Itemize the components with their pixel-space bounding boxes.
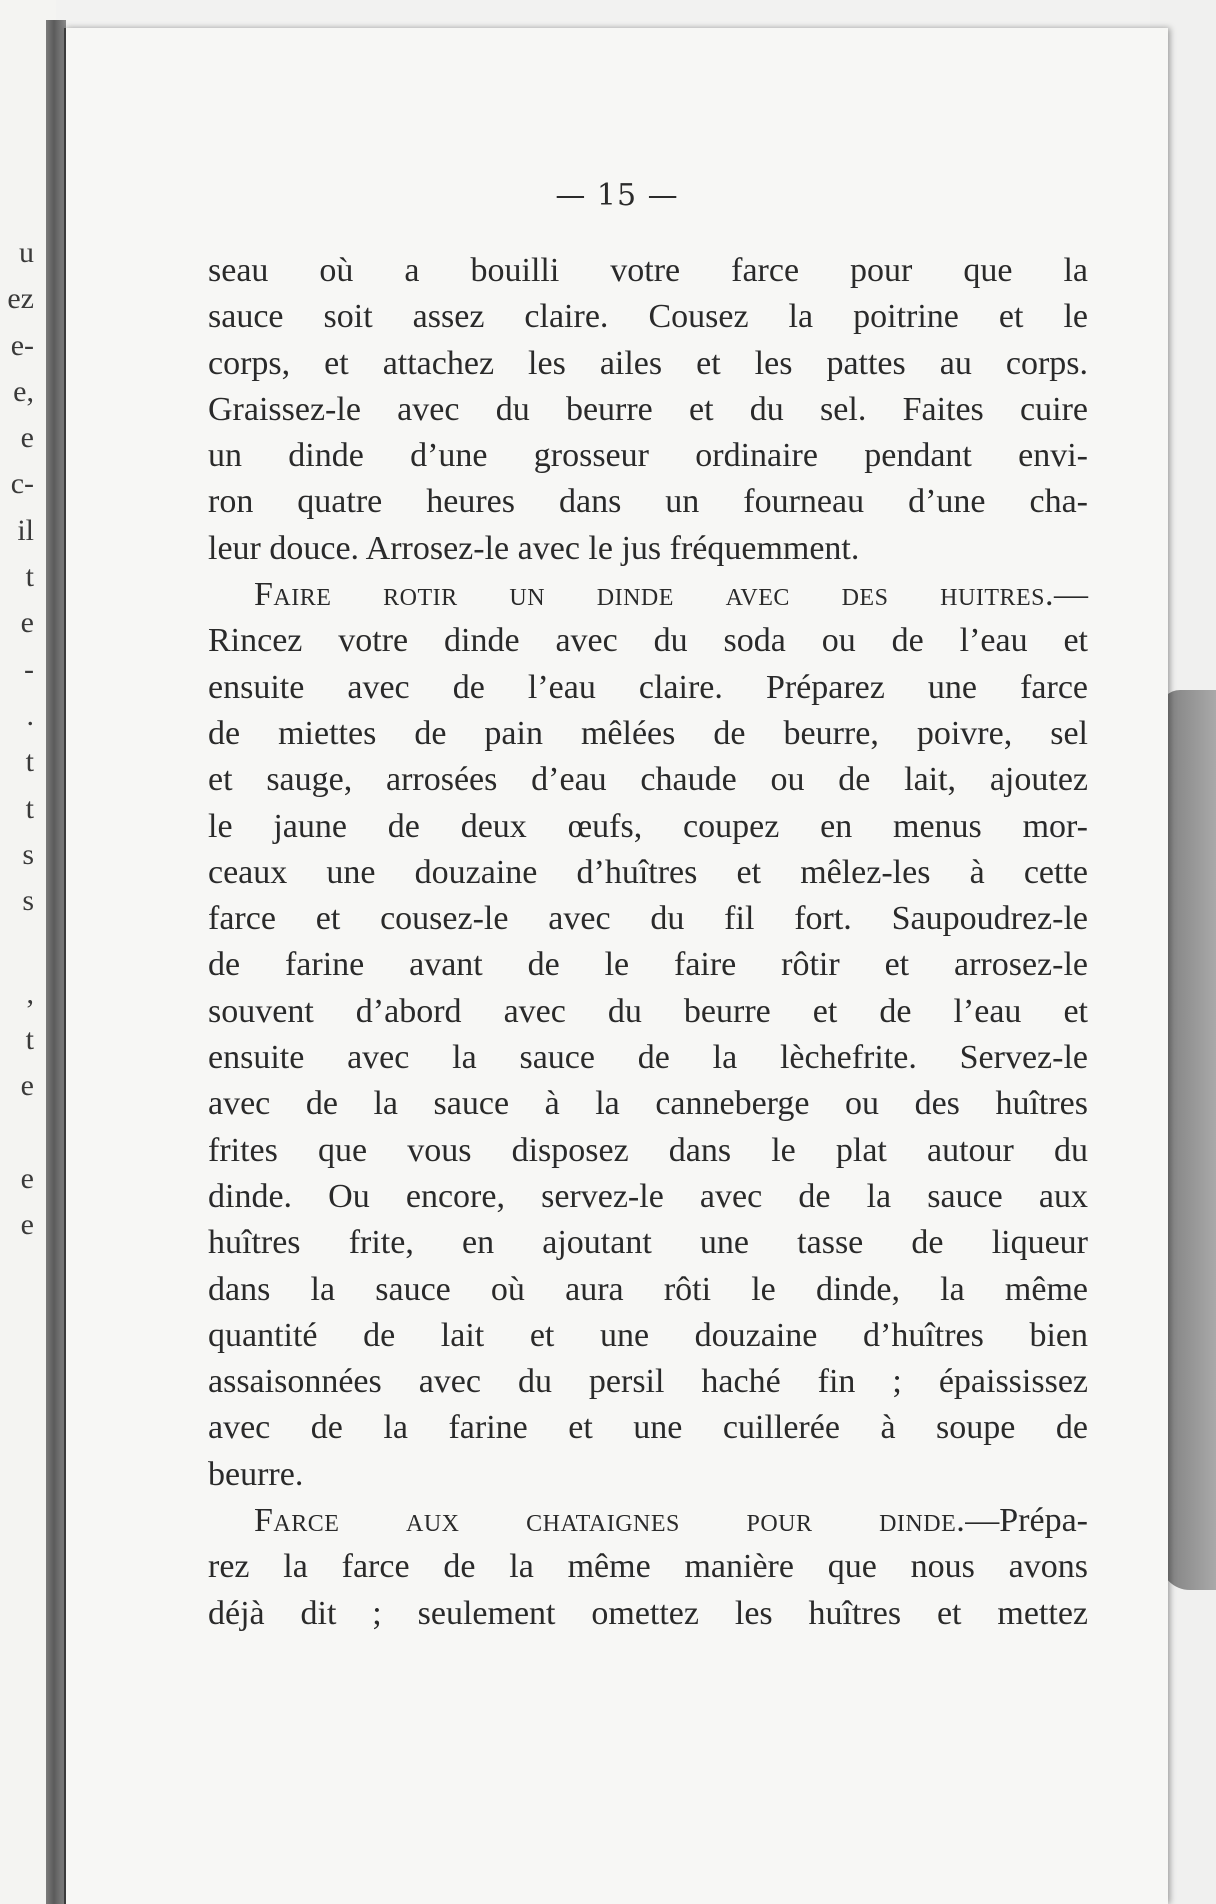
left-fragment: , [26, 976, 34, 1010]
left-fragment: t [25, 791, 34, 825]
text-line: ensuite avec de l’eau claire. Préparez une farce [208, 668, 1088, 706]
left-fragment: e [20, 1161, 34, 1195]
text-line: de farine avant de le faire rôtir et arrosez-le [208, 946, 1088, 984]
left-fragment: t [25, 1023, 34, 1057]
left-fragment: e [20, 421, 34, 455]
book-page [64, 28, 1168, 1904]
recipe-heading: Faire rotir un dinde avec des huitres. [254, 576, 1054, 614]
text-line: avec de la sauce à la canneberge ou des huîtres [208, 1085, 1088, 1123]
left-fragment: - [24, 652, 34, 686]
text-line: beurre. [208, 1455, 304, 1493]
left-fragment: . [26, 698, 34, 732]
text-line: ron quatre heures dans un fourneau d’une cha- [208, 483, 1088, 521]
left-fragment: il [17, 513, 34, 547]
page-body-text [208, 248, 1088, 1637]
text-line: avec de la farine et une cuillerée à soupe de [208, 1409, 1088, 1447]
text-line: assaisonnées avec du persil haché fin ; épaississez [208, 1363, 1088, 1401]
text-line: et sauge, arrosées d’eau chaude ou de lait, ajoutez [208, 761, 1088, 799]
text-line: huîtres frite, en ajoutant une tasse de liqueur [208, 1224, 1088, 1262]
left-fragment: s [22, 884, 34, 918]
left-fragment [0, 924, 34, 970]
left-fragment: e [20, 606, 34, 640]
text-line: souvent d’abord avec du beurre et de l’eau et [208, 992, 1088, 1030]
text-line: de miettes de pain mêlées de beurre, poivre, sel [208, 714, 1088, 752]
left-fragment: t [25, 745, 34, 779]
text-line: le jaune de deux œufs, coupez en menus mor- [208, 807, 1088, 845]
heading-continuation: —Prépa- [965, 1502, 1088, 1540]
left-fragment: s [22, 837, 34, 871]
left-fragment: e, [13, 374, 34, 408]
text-line: rez la farce de la même manière que nous avons [208, 1548, 1088, 1586]
left-fragment: e [20, 1208, 34, 1242]
left-fragment: e [20, 1069, 34, 1103]
text-line: farce et cousez-le avec du fil fort. Saupoudrez-le [208, 900, 1088, 938]
left-fragment: e- [10, 328, 34, 362]
left-fragment [0, 1110, 34, 1156]
text-line: Graissez-le avec du beurre et du sel. Faites cuire [208, 390, 1088, 428]
heading-dash: — [1054, 576, 1088, 614]
text-line: quantité de lait et une douzaine d’huîtres bien [208, 1316, 1088, 1354]
text-line: leur douce. Arrosez-le avec le jus fréquemment. [208, 529, 860, 567]
recipe-heading: Farce aux chataignes pour dinde. [254, 1502, 966, 1540]
book-spine [46, 20, 66, 1904]
text-line: un dinde d’une grosseur ordinaire pendant envi- [208, 437, 1088, 475]
left-fragment: c- [10, 467, 34, 501]
left-fragment: t [25, 560, 34, 594]
text-line: déjà dit ; seulement omettez les huîtres et mettez [208, 1594, 1088, 1632]
scan-background-shadow [1160, 690, 1216, 1590]
left-fragment: u [19, 236, 34, 269]
text-line: corps, et attachez les ailes et les pattes au corps. [208, 344, 1088, 382]
left-page-text-fragments [0, 230, 34, 1249]
text-line: seau où a bouilli votre farce pour que la [208, 252, 1088, 289]
page-number: — 15 — [555, 178, 679, 213]
recipe-heading-line [208, 572, 1088, 618]
text-line: dans la sauce où aura rôti le dinde, la même [208, 1270, 1088, 1308]
text-line: ensuite avec la sauce de la lèchefrite. Servez-le [208, 1039, 1088, 1077]
text-line: dinde. Ou encore, servez-le avec de la sauce aux [208, 1177, 1088, 1215]
text-line: ceaux une douzaine d’huîtres et mêlez-les à cette [208, 853, 1088, 891]
recipe-heading-line [208, 1498, 1088, 1544]
text-line: frites que vous disposez dans le plat autour du [208, 1131, 1088, 1169]
text-line: sauce soit assez claire. Cousez la poitrine et le [208, 298, 1088, 336]
left-fragment: ez [7, 282, 34, 316]
scan-top-margin [0, 0, 1216, 30]
text-line: Rincez votre dinde avec du soda ou de l’eau et [208, 622, 1088, 660]
